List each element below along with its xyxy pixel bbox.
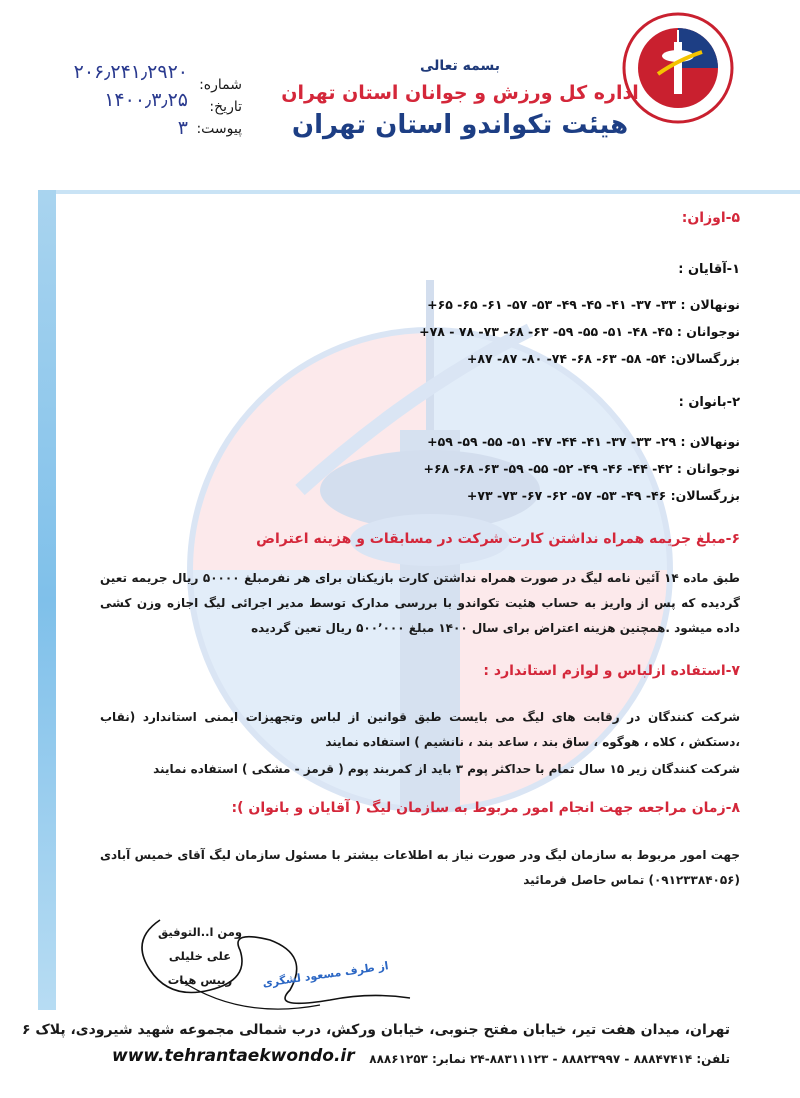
section-5-title: ۵-اوزان: — [681, 210, 740, 226]
women-weights-cadets: نوجوانان : ۴۲- ۴۴- ۴۶- ۴۹- ۵۲- ۵۵- ۵۹- ۶۳- ۶۸- ۶۸+ — [423, 461, 740, 476]
section-8-title: ۸-زمان مراجعه جهت انجام امور مربوط به سازمان لیگ ( آقایان و بانوان ): — [231, 800, 740, 816]
women-title: ۲-بانوان : — [678, 395, 740, 410]
footer-website: www.tehrantaekwondo.ir — [112, 1046, 355, 1066]
top-blue-border — [56, 190, 800, 194]
number-label: شماره: — [199, 77, 242, 93]
date-value: ۱۴۰۰٫۳٫۲۵ — [104, 89, 188, 111]
letter-meta-values — [38, 58, 188, 142]
men-weights-cadets: نوجوانان : ۴۵- ۴۸- ۵۱- ۵۵- ۵۹- ۶۳- ۶۸- ۷۳- ۷۸ - ۷۸+ — [419, 324, 740, 339]
section-7-text-1: شرکت کنندگان در رقابت های لیگ می بایست طبق قوانین از لباس وتجهیزات ایمنی استاندارد (نقاب ،دستکش ، کلاه ، هوگوه ، ساق بند ، ساعد بند ، نانشیم ) استفاده نمایند — [100, 710, 740, 749]
signer-role: رییس هیات — [167, 973, 233, 987]
footer-address: تهران، میدان هفت تیر، خیابان مفتح جنوبی، خیابان ورکش، درب شمالی مجموعه شهید شیرودی، پلاک ۶ — [21, 1022, 730, 1038]
number-value: ۲۰۶٫۲۴۱٫۲۹۲۰ — [73, 61, 188, 83]
men-title: ۱-آقایان : — [678, 262, 740, 277]
on-behalf-note: از طرف مسعود لشگری — [261, 959, 390, 990]
women-weights-seniors: بزرگسالان: ۴۶- ۴۹- ۵۳- ۵۷- ۶۲- ۶۷- ۷۳- ۷۳+ — [466, 488, 740, 503]
federation-title: هیئت تکواندو استان تهران — [291, 110, 629, 140]
letter-header — [280, 58, 640, 140]
date-label: تاریخ: — [209, 99, 242, 115]
footer-phones: تلفن: ۸۸۸۴۷۴۱۴ - ۸۸۸۲۳۹۹۷ - ۸۸۳۱۱۱۲۳-۲۴ نمابر: ۸۸۸۶۱۲۵۳ — [369, 1052, 730, 1066]
section-6-text: طبق ماده ۱۴ آئین نامه لیگ در صورت همراه نداشتن کارت بازیکنان برای هر نفرمبلغ ۵۰۰۰۰ ریال جریمه تعین گردیده که پس از واریز به حساب هئیت تکواندو با بررسی مدارک توسط مدیر اجرائی لیگ اجازه وزن کشی داده میشود .همچنین هزینه اعتراض برای سال ۱۴۰۰ مبلغ ۵۰۰٬۰۰۰ ریال تعین گردیده — [100, 571, 740, 635]
women-weights-children: نونهالان : ۲۹- ۳۳- ۳۷- ۴۱- ۴۴- ۴۷- ۵۱- ۵۵- ۵۹- ۵۹+ — [427, 434, 740, 449]
men-weights-children: نونهالان : ۳۳- ۳۷- ۴۱- ۴۵- ۴۹- ۵۳- ۵۷- ۶۱- ۶۵- ۶۵+ — [427, 297, 740, 312]
basmala: بسمه تعالی — [419, 58, 501, 74]
signature-block — [140, 920, 260, 992]
attachment-value: ۳ — [177, 117, 188, 139]
office-title: اداره کل ورزش و جوانان استان تهران — [281, 82, 639, 104]
attachment-label: پیوست: — [196, 121, 242, 137]
section-7-text-2: شرکت کنندگان زیر ۱۵ سال تمام با حداکثر پوم ۳ باید از کمربند پوم ( قرمز - مشکی ) استفاده نمایند — [153, 762, 740, 776]
left-blue-border — [38, 190, 56, 1010]
section-8-text: جهت امور مربوط به سازمان لیگ ودر صورت نیاز به اطلاعات بیشتر با مسئول سازمان لیگ آقای خمیس آبادی (۰۹۱۲۳۳۸۴۰۵۶) تماس حاصل فرمائید — [100, 848, 740, 887]
men-weights-seniors: بزرگسالان: ۵۴- ۵۸- ۶۳- ۶۸- ۷۴- ۸۰- ۸۷- ۸۷+ — [466, 351, 740, 366]
closing-phrase: ومن ا..التوفیق — [157, 925, 243, 939]
section-7-title: ۷-استفاده ازلباس و لوازم استاندارد : — [483, 663, 740, 679]
section-6-title: ۶-مبلغ جریمه همراه نداشتن کارت شرکت در مسابقات و هزینه اعتراض — [256, 531, 740, 547]
signer-name: علی خلیلی — [168, 949, 232, 963]
